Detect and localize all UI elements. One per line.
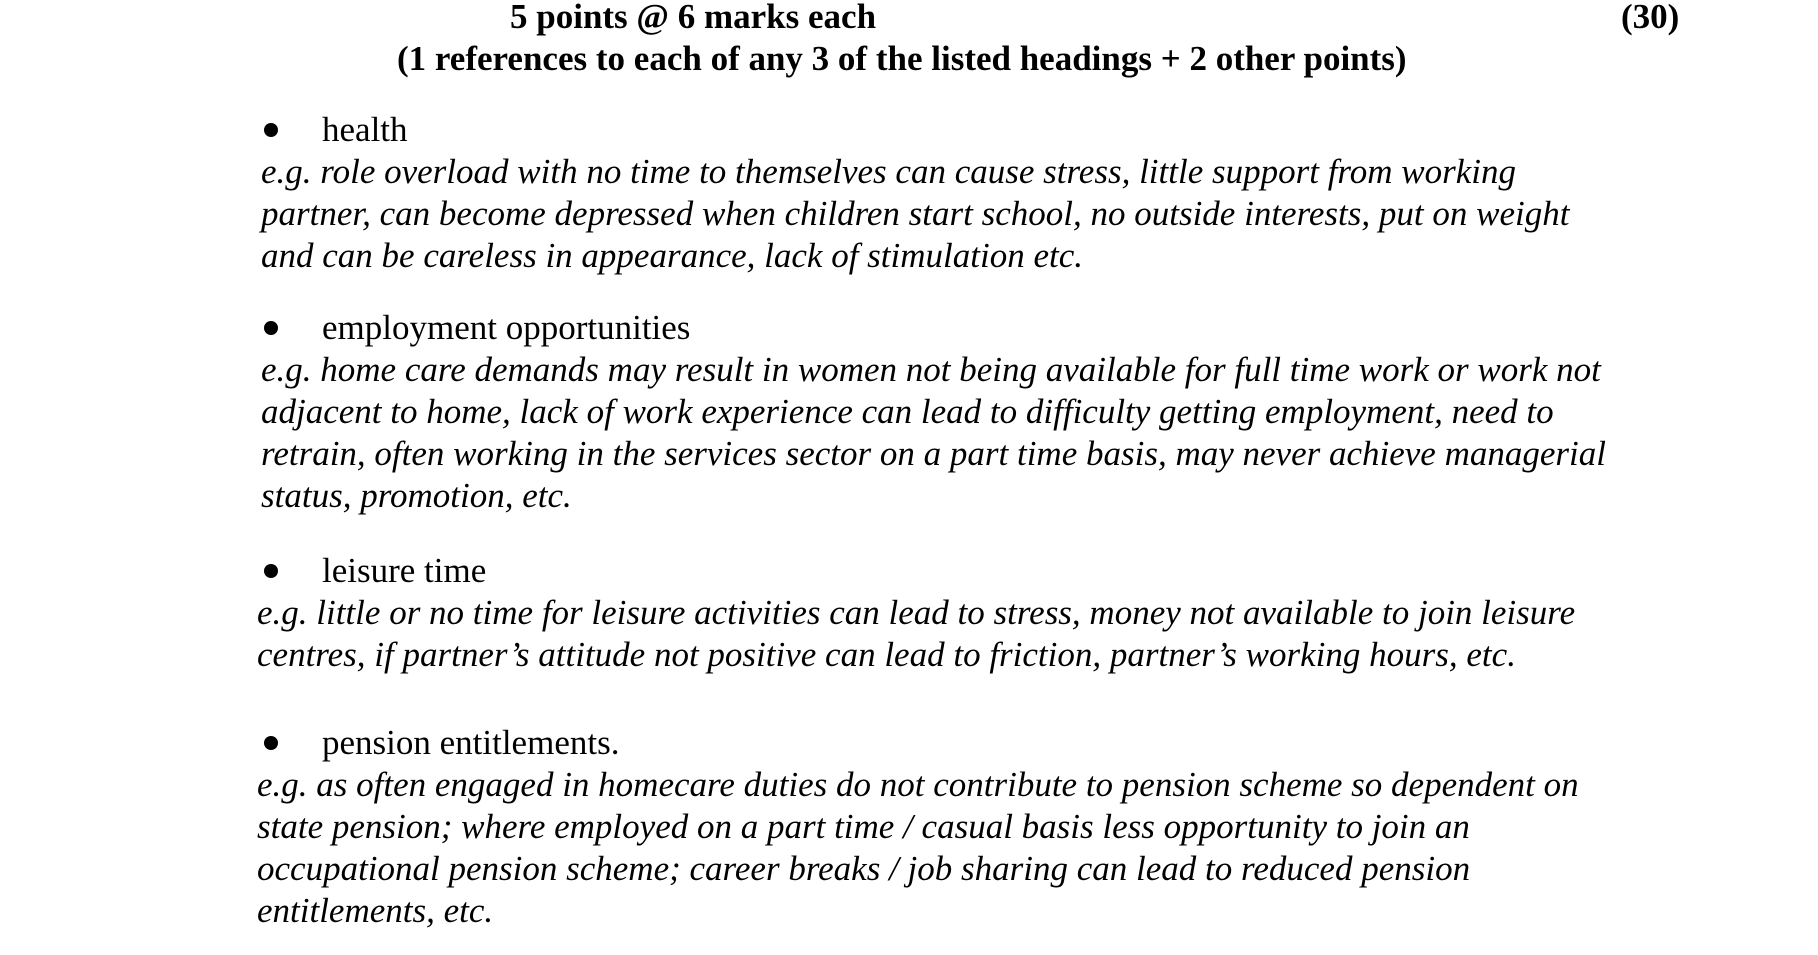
example-line: adjacent to home, lack of work experience can lead to difficulty getting employment, need to (261, 392, 1554, 431)
example-line: entitlements, etc. (257, 891, 494, 930)
example-line: state pension; where employed on a part time / casual basis less opportunity to join an (257, 807, 1470, 846)
example-line: retrain, often working in the services sector on a part time basis, may never achieve managerial (261, 434, 1606, 473)
total-marks: (30) (1621, 0, 1680, 36)
example-line: partner, can become depressed when children start school, no outside interests, put on weight (261, 194, 1570, 233)
example-line: e.g. role overload with no time to themselves can cause stress, little support from working (261, 152, 1516, 191)
marking-instruction: (1 references to each of any 3 of the listed headings + 2 other points) (397, 39, 1407, 78)
example-line: occupational pension scheme; career breaks / job sharing can lead to reduced pension (257, 849, 1471, 888)
example-line: e.g. little or no time for leisure activities can lead to stress, money not available to join leisure (257, 593, 1576, 632)
section-example (261, 349, 1606, 517)
section-example (261, 151, 1569, 277)
section-employment-opportunities (0, 307, 1818, 515)
example-line: e.g. home care demands may result in women not being available for full time work or work not (261, 350, 1601, 389)
bullet-icon (264, 564, 278, 578)
section-leisure-time (0, 550, 1818, 674)
example-line: e.g. as often engaged in homecare duties do not contribute to pension scheme so dependent on (257, 765, 1579, 804)
section-heading: leisure time (322, 551, 487, 590)
example-line: status, promotion, etc. (261, 476, 572, 515)
section-example (257, 592, 1575, 676)
example-line: and can be careless in appearance, lack of stimulation etc. (261, 236, 1083, 275)
marks-allocation-heading: 5 points @ 6 marks each (510, 0, 877, 36)
bullet-icon (264, 123, 278, 137)
bullet-icon (264, 736, 278, 750)
section-heading: health (322, 110, 408, 149)
section-pension-entitlements (0, 722, 1818, 930)
section-example (257, 764, 1579, 932)
section-heading: employment opportunities (322, 308, 691, 347)
example-line: centres, if partner’s attitude not positive can lead to friction, partner’s working hours, etc. (257, 635, 1516, 674)
section-health (0, 109, 1818, 275)
bullet-icon (264, 321, 278, 335)
section-heading: pension entitlements. (322, 723, 620, 762)
